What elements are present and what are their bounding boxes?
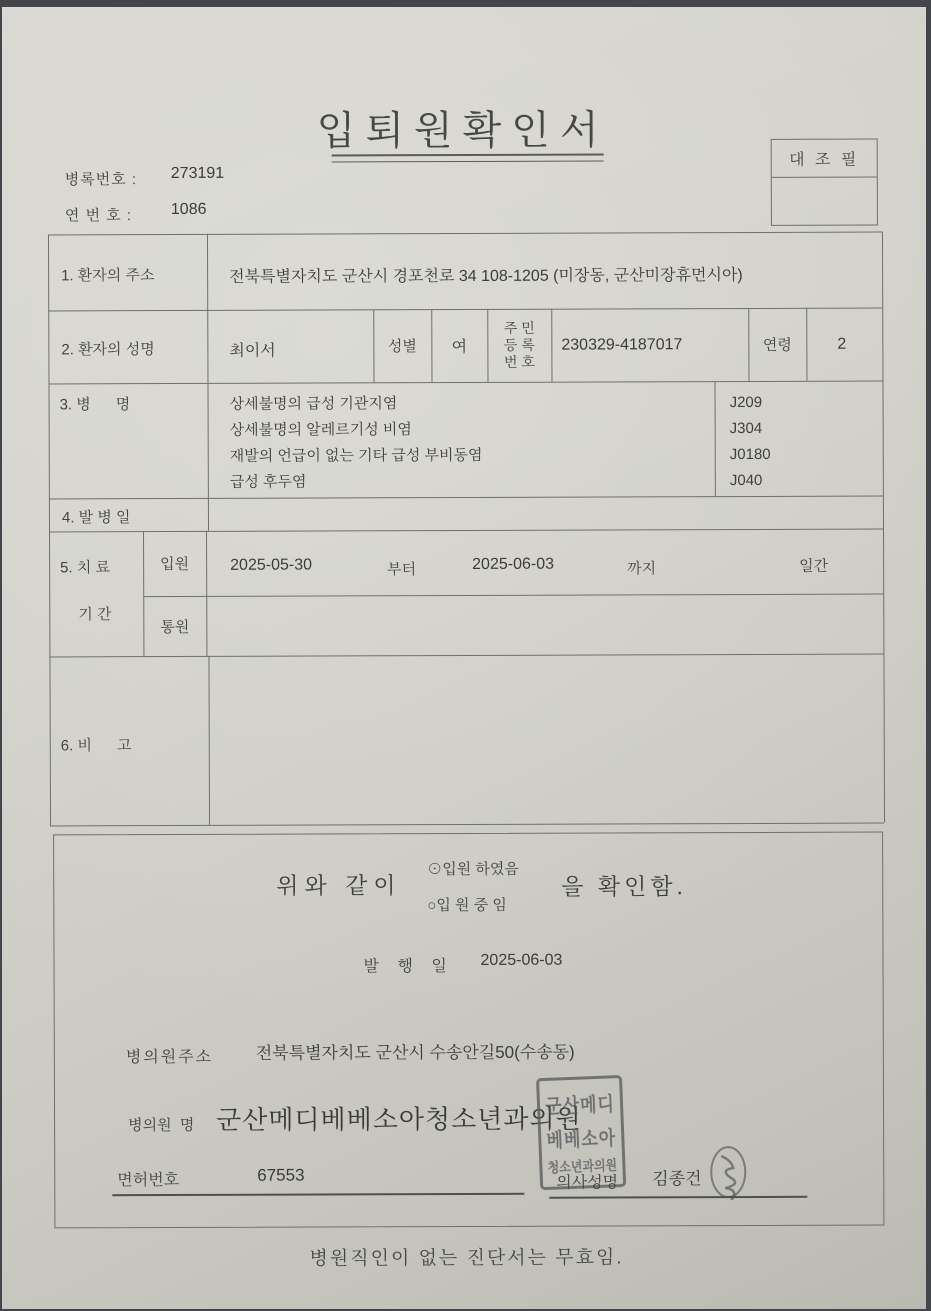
patient-name-label: 2. 환자의 성명 (61, 341, 155, 359)
confirm-prefix: 위와 같이 (276, 872, 402, 899)
to-word: 까지 (627, 560, 657, 578)
verification-stamp-label: 대 조 필 (772, 140, 877, 178)
from-word: 부터 (387, 561, 417, 579)
disease-name: 급성 후두염 (229, 473, 307, 491)
rrn-value: 230329-4187017 (561, 336, 683, 354)
gender-label: 성별 (387, 338, 417, 356)
admission-from-date: 2025-05-30 (230, 556, 313, 574)
title-underline (332, 154, 604, 163)
inpatient-label: 입원 (160, 555, 190, 574)
patient-address-value: 전북특별자치도 군산시 경포천로 34 108-1205 (미장동, 군산미장휴먼시아) (229, 267, 743, 286)
clinic-address-label: 병의원주소 (125, 1048, 214, 1067)
disease-code: J209 (729, 393, 763, 412)
radio-inhospital-option (427, 894, 507, 915)
license-number-value: 67553 (257, 1165, 305, 1185)
disease-label: 3. 병 명 (59, 396, 131, 414)
grid-line (49, 496, 883, 500)
gender-value: 여 (451, 338, 468, 357)
grid-line (50, 823, 884, 827)
clinic-address-value: 전북특별자치도 군산시 수송안길50(수송동) (255, 1042, 575, 1063)
grid-line (208, 656, 210, 825)
radio-admitted-option (427, 858, 519, 879)
treatment-period-label-bottom: 기 간 (78, 606, 112, 624)
disease-code: J304 (729, 419, 763, 438)
grid-line (48, 232, 882, 236)
record-number-value: 273191 (170, 164, 225, 183)
radio-selected-icon: ⊙ (427, 861, 443, 879)
grid-line (714, 381, 715, 496)
onset-date-label: 4. 발 병 일 (61, 509, 131, 527)
grid-line (143, 594, 883, 598)
doctor-name-label: 의사성명 (556, 1174, 619, 1192)
disease-name: 상세불명의 급성 기관지염 (229, 395, 398, 413)
seal-line: 베베소아 (546, 1126, 617, 1152)
serial-number-label: 연 번 호 : (64, 207, 133, 225)
issue-date-value: 2025-06-03 (480, 951, 563, 969)
age-value: 2 (837, 335, 847, 353)
doctor-name-value: 김종건 (652, 1169, 702, 1189)
document-content (0, 5, 929, 1310)
confirm-suffix: 을 확인함. (561, 873, 687, 900)
patient-address-label: 1. 환자의 주소 (61, 267, 155, 285)
admission-to-date: 2025-06-03 (472, 555, 555, 573)
verification-stamp-box (771, 139, 878, 226)
clinic-name-label: 병의원 명 (128, 1116, 195, 1135)
rrn-label: 주 민 등 록 번 호 (503, 319, 535, 370)
disease-code: J040 (729, 471, 763, 490)
seal-line: 청소년과의원 (547, 1157, 618, 1177)
radio-inhospital-label: 입 원 중 임 (436, 896, 507, 915)
doctor-signature (707, 1144, 749, 1200)
serial-number-value: 1086 (170, 200, 207, 219)
footer-notice: 병원직인이 없는 진단서는 무효임. (309, 1247, 624, 1270)
issue-date-label: 발 행 일 (363, 958, 454, 976)
disease-code: J0180 (729, 445, 771, 464)
radio-unselected-icon: ○ (427, 897, 437, 915)
days-word: 일간 (799, 557, 829, 575)
disease-name: 재발의 언급이 없는 기타 급성 부비동염 (229, 446, 483, 465)
treatment-period-label-top: 5. 치 료 (60, 559, 110, 577)
page-title: 입퇴원확인서 (316, 108, 609, 154)
patient-name-value: 최이서 (229, 342, 276, 360)
age-label: 연령 (762, 336, 792, 354)
grid-line (48, 234, 51, 825)
license-number-label: 면허번호 (117, 1171, 180, 1190)
seal-line: 군산메디 (544, 1092, 616, 1118)
radio-admitted-label: 입원 하였음 (442, 860, 519, 879)
clinic-name-value: 군산메디베베소아청소년과의원 (216, 1103, 582, 1135)
outpatient-label: 통원 (160, 618, 190, 636)
record-number-label: 병록번호 : (64, 171, 138, 189)
note-label: 6. 비 고 (60, 737, 132, 755)
document-paper (2, 7, 926, 1309)
grid-line (882, 232, 885, 823)
disease-name: 상세불명의 알레르기성 비염 (229, 421, 412, 439)
